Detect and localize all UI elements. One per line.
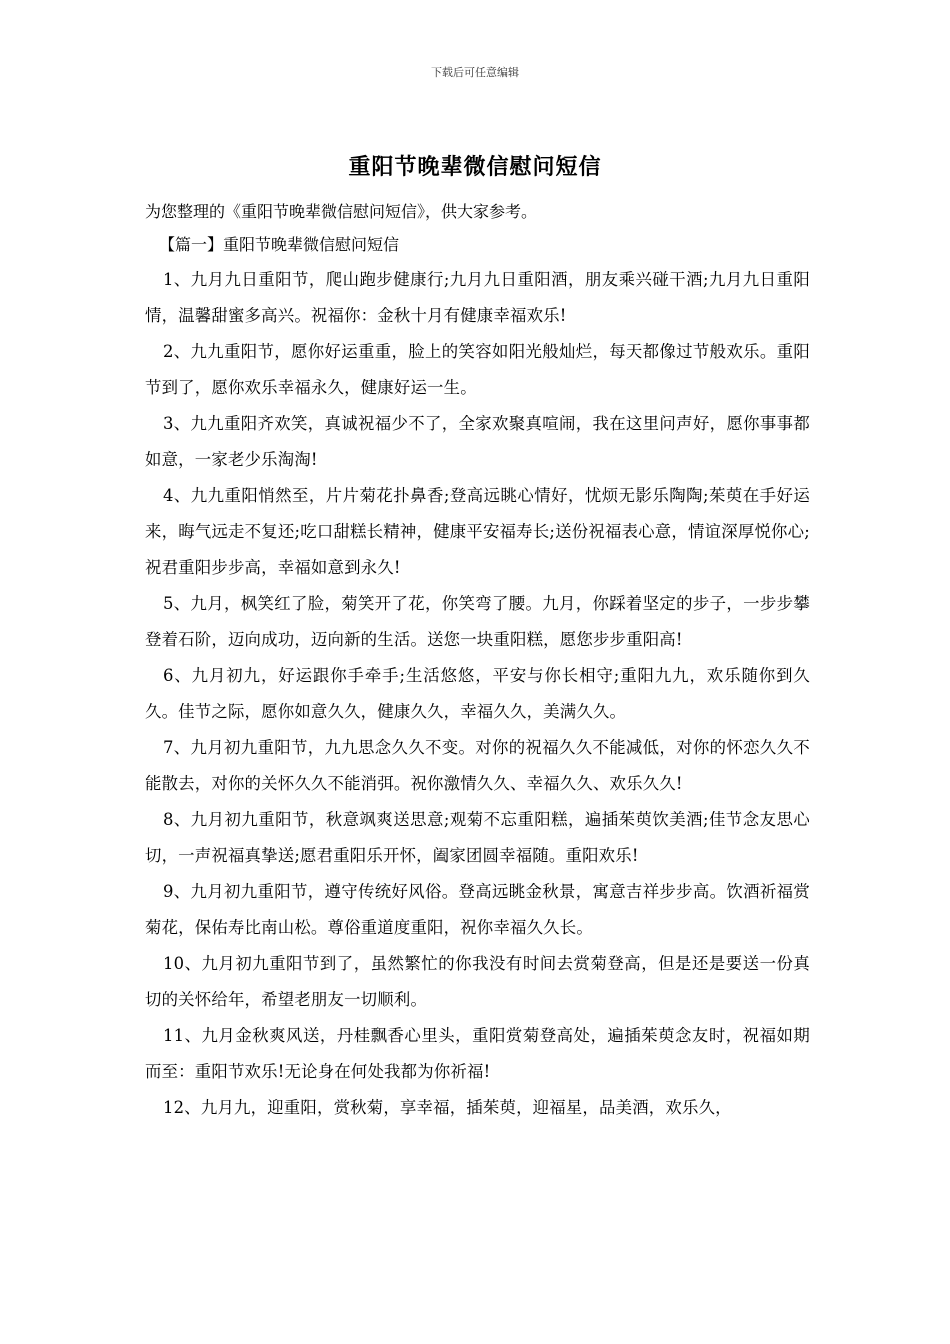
message-paragraph: 12、九月九，迎重阳，赏秋菊，享幸福，插茱萸，迎福星，品美酒，欢乐久， bbox=[163, 1098, 732, 1117]
message-paragraph: 5、九月，枫笑红了脸，菊笑开了花，你笑弯了腰。九月，你踩着坚定的步子，一步步攀登着石阶，迈向成功，迈向新的生活。送您一块重阳糕，愿您步步重阳高! bbox=[145, 594, 810, 649]
message-paragraph: 3、九九重阳齐欢笑，真诚祝福少不了，全家欢聚真喧闹，我在这里问声好，愿你事事都如意，一家老少乐淘淘! bbox=[145, 414, 810, 469]
message-paragraph: 8、九月初九重阳节，秋意飒爽送思意;观菊不忘重阳糕，遍插茱萸饮美酒;佳节念友思心切，一声祝福真挚送;愿君重阳乐开怀，阖家团圆幸福随。重阳欢乐! bbox=[145, 810, 810, 865]
message-paragraph: 11、九月金秋爽风送，丹桂飘香心里头，重阳赏菊登高处，遍插茱萸念友时，祝福如期而至：重阳节欢乐!无论身在何处我都为你祈福! bbox=[145, 1026, 810, 1081]
message-paragraph: 4、九九重阳悄然至，片片菊花扑鼻香;登高远眺心情好，忧烦无影乐陶陶;茱萸在手好运来，晦气远走不复还;吃口甜糕长精神，健康平安福寿长;送份祝福表心意，情谊深厚悦你心;祝君重阳步步高，幸福如意到永久! bbox=[145, 486, 810, 577]
page-header-note: 下载后可任意编辑 bbox=[431, 66, 519, 79]
message-paragraph: 9、九月初九重阳节，遵守传统好风俗。登高远眺金秋景，寓意吉祥步步高。饮酒祈福赏菊花，保佑寿比南山松。尊俗重道度重阳，祝你幸福久久长。 bbox=[145, 882, 810, 937]
document-body bbox=[145, 195, 810, 1126]
message-paragraph: 7、九月初九重阳节，九九思念久久不变。对你的祝福久久不能减低，对你的怀恋久久不能散去，对你的关怀久久不能消弭。祝你激情久久、幸福久久、欢乐久久! bbox=[145, 738, 810, 793]
document-title: 重阳节晚辈微信慰问短信 bbox=[348, 154, 602, 180]
message-paragraph: 1、九月九日重阳节，爬山跑步健康行;九月九日重阳酒，朋友乘兴碰干酒;九月九日重阳情，温馨甜蜜多高兴。祝福你：金秋十月有健康幸福欢乐! bbox=[145, 270, 810, 325]
message-paragraph: 6、九月初九，好运跟你手牵手;生活悠悠，平安与你长相守;重阳九九，欢乐随你到久久。佳节之际，愿你如意久久，健康久久，幸福久久，美满久久。 bbox=[145, 666, 810, 721]
message-paragraph: 10、九月初九重阳节到了，虽然繁忙的你我没有时间去赏菊登高，但是还是要送一份真切的关怀给年，希望老朋友一切顺利。 bbox=[145, 954, 810, 1009]
message-paragraph: 2、九九重阳节，愿你好运重重，脸上的笑容如阳光般灿烂，每天都像过节般欢乐。重阳节到了，愿你欢乐幸福永久，健康好运一生。 bbox=[145, 342, 810, 397]
section-heading: 【篇一】重阳节晚辈微信慰问短信 bbox=[159, 235, 400, 254]
intro-text: 为您整理的《重阳节晚辈微信慰问短信》，供大家参考。 bbox=[145, 202, 538, 221]
